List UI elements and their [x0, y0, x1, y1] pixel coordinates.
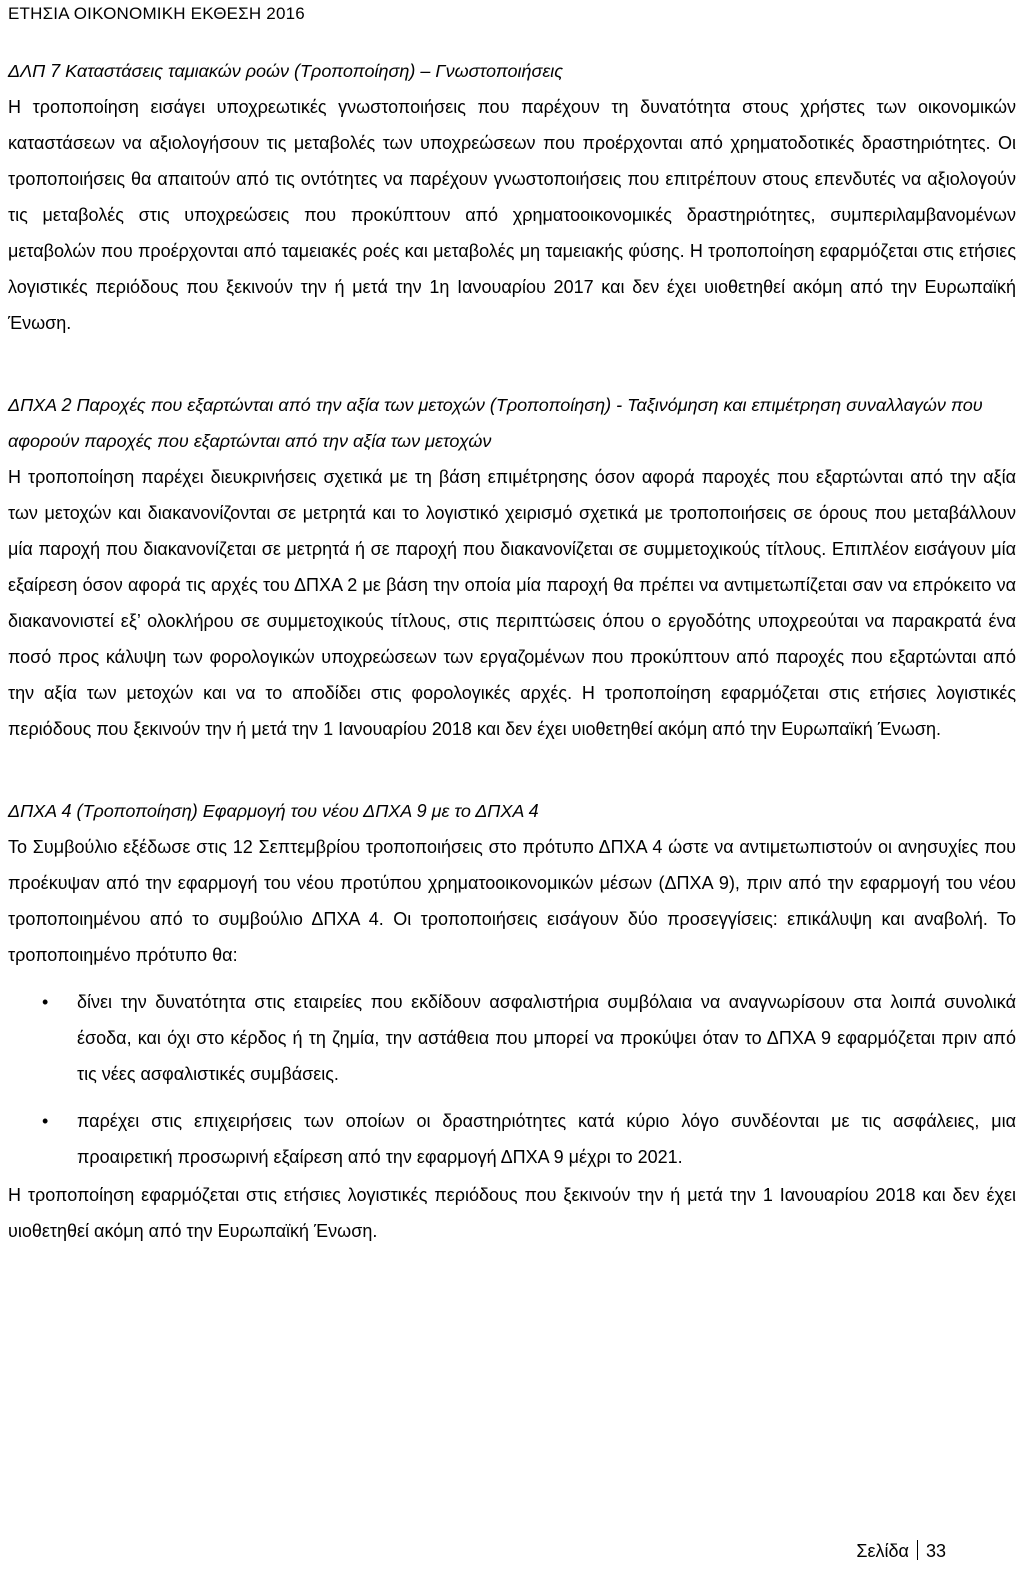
bullet-item [8, 984, 1016, 1092]
bullet-list [8, 984, 1016, 1175]
section-paragraph: Η τροποποίηση εισάγει υποχρεωτικές γνωστοποιήσεις που παρέχουν τη δυνατότητα στους χρήστες των οικονομικών καταστάσεων να αξιολογήσουν τις μεταβολές των υποχρεώσεων που προέρχονται από χρηματοδοτικές δραστηριότητες. Οι τροποποιήσεις θα απαιτούν από τις οντότητες να παρέχουν γνωστοποιήσεις που επιτρέπουν στους επενδυτές να αξιολογούν τις μεταβολές στις υποχρεώσεις που προκύπτουν από χρηματοοικονομικές δραστηριότητες, συμπεριλαμβανομένων μεταβολών που προέρχονται από ταμειακές ροές και μεταβολές μη ταμειακής φύσης. Η τροποποίηση εφαρμόζεται στις ετήσιες λογιστικές περιόδους που ξεκινούν την ή μετά την 1η Ιανουαρίου 2017 και δεν έχει υιοθετηθεί ακόμη από την Ευρωπαϊκή Ένωση. [8, 97, 1016, 333]
bullet-text: παρέχει στις επιχειρήσεις των οποίων οι δραστηριότητες κατά κύριο λόγο συνδέονται με τις ασφάλειες, μια προαιρετική προσωρινή εξαίρεση από την εφαρμογή ΔΠΧΑ 9 μέχρι το 2021. [77, 1111, 1016, 1167]
section-paragraph: Η τροποποίηση παρέχει διευκρινήσεις σχετικά με τη βάση επιμέτρησης όσον αφορά παροχές που εξαρτώνται από την αξία των μετοχών και διακανονίζονται σε μετρητά και το λογιστικό χειρισμό σχετικά με τροποποιήσεις σε όρους που μεταβάλλουν μία παροχή που διακανονίζεται σε μετρητά ή σε παροχή που διακανονίζεται σε συμμετοχικούς τίτλους. Επιπλέον εισάγουν μία εξαίρεση όσον αφορά τις αρχές του ΔΠΧΑ 2 με βάση την οποία μία παροχή θα πρέπει να αντιμετωπίζεται σαν να επρόκειτο να διακανονιστεί εξ’ ολοκλήρου σε συμμετοχικούς τίτλους, στις περιπτώσεις όπου ο εργοδότης υποχρεούται να παρακρατά ένα ποσό προς κάλυψη των φορολογικών υποχρεώσεων των εργαζομένων που προκύπτουν από παροχές που εξαρτώνται από την αξία των μετοχών και να το αποδίδει στις φορολογικές αρχές. Η τροποποίηση εφαρμόζεται στις ετήσιες λογιστικές περιόδους που ξεκινούν την ή μετά την 1 Ιανουαρίου 2018 και δεν έχει υιοθετηθεί ακόμη από την Ευρωπαϊκή Ένωση. [8, 467, 1016, 739]
section-ifrs2 [8, 387, 1016, 747]
section-heading: ΔΠΧΑ 2 Παροχές που εξαρτώνται από την αξία των μετοχών (Τροποποίηση) - Ταξινόμηση και επιμέτρηση συναλλαγών που αφορούν παροχές που εξαρτώνται από την αξία των μετοχών [8, 395, 983, 451]
closing-paragraph: Η τροποποίηση εφαρμόζεται στις ετήσιες λογιστικές περιόδους που ξεκινούν την ή μετά την 1 Ιανουαρίου 2018 και δεν έχει υιοθετηθεί ακόμη από την Ευρωπαϊκή Ένωση. [8, 1185, 1016, 1241]
section-heading: ΔΠΧΑ 4 (Τροποποίηση) Εφαρμογή του νέου ΔΠΧΑ 9 με το ΔΠΧΑ 4 [8, 801, 539, 821]
page-footer [856, 1538, 946, 1564]
bullet-icon: • [42, 1111, 49, 1131]
page-label: Σελίδα [856, 1541, 909, 1561]
bullet-icon: • [42, 992, 49, 1012]
document-page [8, 0, 1016, 1249]
section-heading: ΔΛΠ 7 Καταστάσεις ταμιακών ροών (Τροποποίηση) – Γνωστοποιήσεις [8, 61, 564, 81]
section-ifrs4 [8, 793, 1016, 1249]
report-title-header: ΕΤΗΣΙΑ ΟΙΚΟΝΟΜΙΚΗ ΕΚΘΕΣΗ 2016 [8, 4, 305, 23]
bullet-item [8, 1103, 1016, 1175]
page-number: 33 [925, 1541, 946, 1561]
section-ias7 [8, 53, 1016, 341]
bullet-text: δίνει την δυνατότητα στις εταιρείες που εκδίδουν ασφαλιστήρια συμβόλαια να αναγνωρίσουν στα λοιπά συνολικά έσοδα, και όχι στο κέρδος ή τη ζημία, την αστάθεια που μπορεί να προκύψει όταν το ΔΠΧΑ 9 εφαρμόζεται πριν από τις νέες ασφαλιστικές συμβάσεις. [77, 992, 1016, 1084]
page-separator [917, 1540, 918, 1560]
section-paragraph: Το Συμβούλιο εξέδωσε στις 12 Σεπτεμβρίου τροποποιήσεις στο πρότυπο ΔΠΧΑ 4 ώστε να αντιμετωπιστούν οι ανησυχίες που προέκυψαν από την εφαρμογή του νέου προτύπου χρηματοοικονομικών μέσων (ΔΠΧΑ 9), πριν από την εφαρμογή του νέου τροποποιημένου από το συμβούλιο ΔΠΧΑ 4. Οι τροποποιήσεις εισάγουν δύο προσεγγίσεις: επικάλυψη και αναβολή. Το τροποποιημένο πρότυπο θα: [8, 837, 1016, 965]
